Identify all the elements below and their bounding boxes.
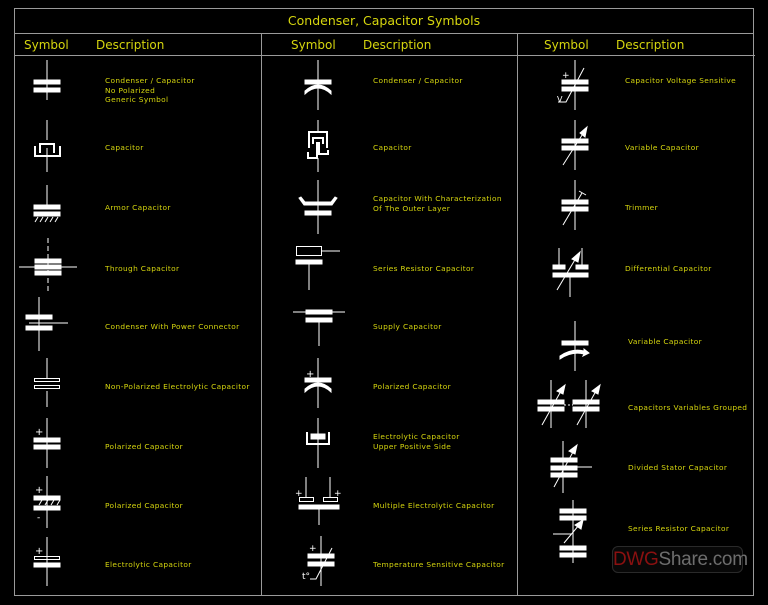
description: Condenser / Capacitor: [373, 76, 463, 85]
svg-text:V: V: [557, 95, 563, 104]
description: Series Resistor Capacitor: [373, 264, 475, 273]
page-title: Condenser, Capacitor Symbols: [15, 9, 753, 34]
header-description: Description: [363, 38, 432, 52]
header-symbol: Symbol: [291, 38, 336, 52]
polarized-curved-capacitor-symbol: [297, 358, 337, 408]
description: Polarized Capacitor: [105, 442, 183, 451]
column-divider: [517, 34, 518, 595]
capacitor-box-symbol: [26, 120, 66, 170]
svg-text:+: +: [295, 489, 303, 499]
column-divider: [261, 34, 262, 595]
outer-layer-capacitor-symbol: [297, 180, 347, 235]
header-symbol: Symbol: [24, 38, 69, 52]
capacitor-generic-symbol: [26, 60, 66, 100]
description: Polarized Capacitor: [373, 382, 451, 391]
differential-capacitor-symbol: [549, 248, 594, 298]
svg-text:+: +: [562, 71, 570, 81]
description: Polarized Capacitor: [105, 501, 183, 510]
header-description: Description: [616, 38, 685, 52]
series-resistor-capacitor-symbol: [293, 242, 348, 292]
description: Temperature Sensitive Capacitor: [373, 560, 505, 569]
svg-text:+: +: [334, 489, 342, 499]
description: Electrolytic Capacitor: [105, 560, 192, 569]
dwgshare-watermark: DWGShare.com: [612, 546, 743, 573]
svg-text:+: +: [35, 485, 44, 496]
series-resistor-capacitor-variable-symbol: [552, 500, 592, 565]
svg-text:-: -: [37, 513, 41, 523]
description: Capacitors Variables Grouped: [628, 403, 748, 412]
description: Capacitor: [373, 143, 412, 152]
polarized-capacitor-symbol: [26, 418, 66, 468]
description: Series Resistor Capacitor: [628, 524, 730, 533]
variable-capacitor-symbol: [554, 120, 594, 170]
description: Through Capacitor: [105, 264, 180, 273]
description: Condenser / Capacitor No Polarized Generic Symbol: [105, 76, 195, 104]
voltage-sensitive-symbol: [554, 60, 594, 110]
svg-text:+: +: [309, 544, 317, 554]
electrolytic-capacitor-symbol: [26, 537, 66, 587]
capacitor-curved-symbol: [297, 60, 337, 110]
column-1-header: [15, 34, 262, 56]
grouped-variable-capacitors-symbol: [535, 380, 605, 430]
description: Variable Capacitor: [625, 143, 700, 152]
description: Differential Capacitor: [625, 264, 712, 273]
description: Divided Stator Capacitor: [628, 463, 728, 472]
power-connector-capacitor-symbol: [22, 297, 72, 352]
polarized-capacitor-hatched-symbol: [26, 476, 66, 531]
header-description: Description: [96, 38, 165, 52]
description: Condenser With Power Connector: [105, 322, 240, 331]
description: Capacitor With Characterization Of The Outer Layer: [373, 194, 502, 213]
svg-text:+: +: [306, 369, 315, 380]
svg-text:+: +: [35, 427, 44, 438]
multiple-electrolytic-symbol: [294, 477, 344, 527]
description: Electrolytic Capacitor Upper Positive Side: [373, 432, 460, 451]
svg-text:t°: t°: [302, 572, 311, 582]
capacitor-interlocked-symbol: [297, 120, 337, 175]
header-symbol: Symbol: [544, 38, 589, 52]
description: Capacitor Voltage Sensitive: [625, 76, 737, 85]
description: Trimmer: [625, 203, 658, 212]
description: Variable Capacitor: [628, 337, 703, 346]
description: Supply Capacitor: [373, 322, 442, 331]
divided-stator-capacitor-symbol: [546, 441, 596, 496]
description: Non-Polarized Electrolytic Capacitor: [105, 382, 250, 391]
through-capacitor-symbol: [16, 238, 81, 293]
armor-capacitor-symbol: [26, 185, 66, 225]
trimmer-symbol: [554, 180, 594, 230]
supply-capacitor-symbol: [291, 300, 351, 350]
temperature-sensitive-symbol: [300, 536, 340, 591]
description: Armor Capacitor: [105, 203, 171, 212]
non-polarized-electrolytic-symbol: [26, 358, 66, 408]
column-2-header: [262, 34, 518, 56]
svg-text:+: +: [35, 546, 44, 557]
variable-capacitor-curved-symbol: [554, 321, 594, 371]
description: Multiple Electrolytic Capacitor: [373, 501, 495, 510]
description: Capacitor: [105, 143, 144, 152]
electrolytic-upper-positive-symbol: [297, 418, 337, 468]
column-3-header: [518, 34, 755, 56]
